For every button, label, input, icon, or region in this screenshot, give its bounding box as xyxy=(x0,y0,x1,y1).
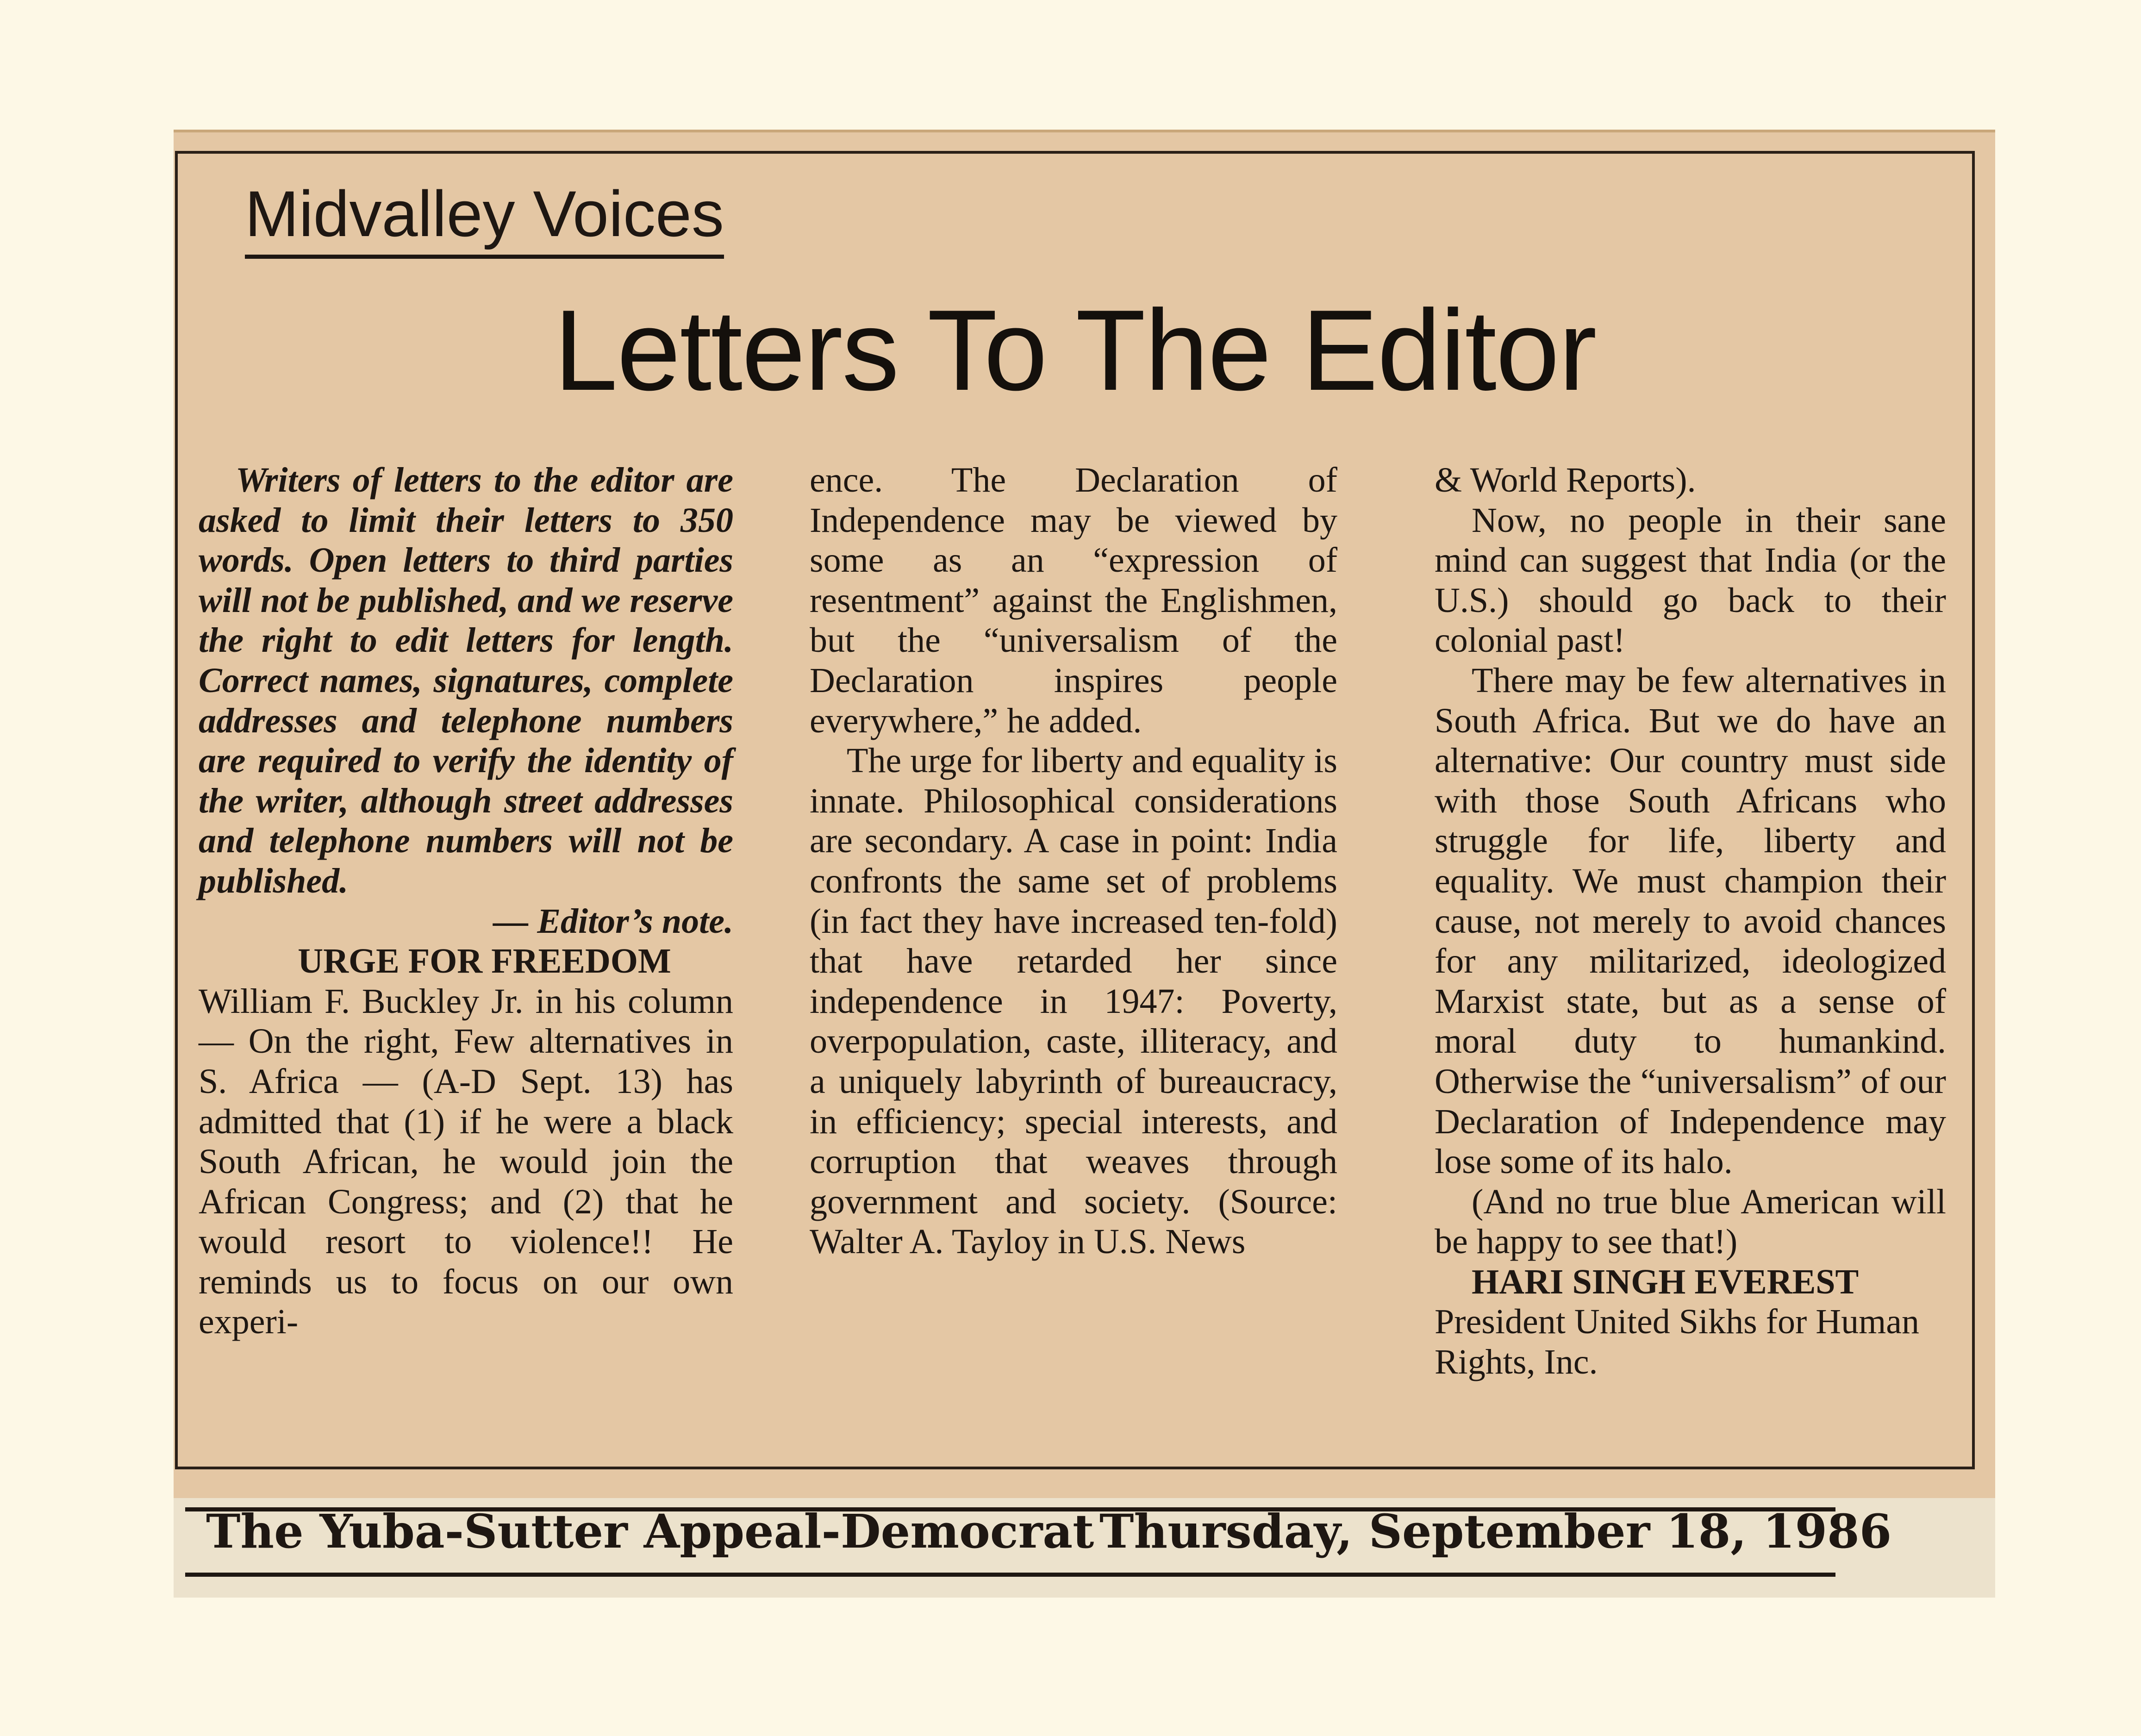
column-1 xyxy=(199,460,733,1342)
letter-paragraph: William F. Buckley Jr. in his column — On the right, Few alternatives in S. Africa — (A-D Sept. 13) has admitted that (1) if he were a black South African, he would join the African Congress; and (2) that he would resort to violence!! He reminds us to focus on our own experi- xyxy=(199,981,733,1342)
letter-paragraph: ence. The Declaration of Independence may be viewed by some as an “expression of resentment” against the Englishmen, but the “universalism of the Declaration inspires people everywhere,” he added. xyxy=(810,461,1337,740)
section-title: Midvalley Voices xyxy=(245,181,724,259)
author-title: President United Sikhs for Human Rights, Inc. xyxy=(1435,1302,1920,1382)
letter-paragraph: The urge for liberty and equality is innate. Philosophical considerations are secondary. A case in point: India confronts the same set of problems (in fact they have increased ten-fold) that have retarded her since independence in 1947: Poverty, overpopulation, caste, illiteracy, and a uniquely labyrinth of bureaucracy, in efficiency; special interests, and corruption that weaves through government and society. (Source: Walter A. Tayloy in U.S. News xyxy=(810,741,1337,1261)
article-frame xyxy=(175,151,1975,1469)
newspaper-clipping xyxy=(174,130,1995,1598)
letter-paragraph: There may be few alternatives in South Africa. But we do have an alternative: Our country must side with those South Africans who struggle for life, liberty and equality. We must champion their cause, not merely to avoid chances for any militarized, ideologized Marxist state, but as a sense of moral duty to humankind. Otherwise the “universalism” of our Declaration of Independence may lose some of its halo. xyxy=(1435,661,1946,1181)
publication-date: Thursday, September 18, 1986 xyxy=(1099,1504,1892,1559)
letter-subhead: URGE FOR FREEDOM xyxy=(298,942,671,981)
author-name: HARI SINGH EVEREST xyxy=(1472,1262,1859,1301)
letter-paragraph: (And no true blue American will be happy to see that!) xyxy=(1435,1182,1946,1261)
column-3 xyxy=(1435,460,1946,1382)
newspaper-footer xyxy=(174,1498,1995,1598)
editor-note: Writers of letters to the editor are asked to limit their letters to 350 words. Open letters to third parties will not be published, and we reserve the right to edit letters for length. Correct names, signatures, complete addresses and telephone numbers are required to verify the identity of the writer, although street addresses and telephone numbers will not be published. xyxy=(199,461,733,900)
newspaper-name: The Yuba-Sutter Appeal-Democrat xyxy=(206,1504,1094,1559)
column-2 xyxy=(810,460,1337,1262)
letter-paragraph: Now, no people in their sane mind can suggest that India (or the U.S.) should go back to their colonial past! xyxy=(1435,500,1946,660)
editor-note-signature: — Editor’s note. xyxy=(493,901,733,941)
headline: Letters To The Editor xyxy=(554,286,1596,414)
letter-paragraph: & World Reports). xyxy=(1435,461,1696,500)
